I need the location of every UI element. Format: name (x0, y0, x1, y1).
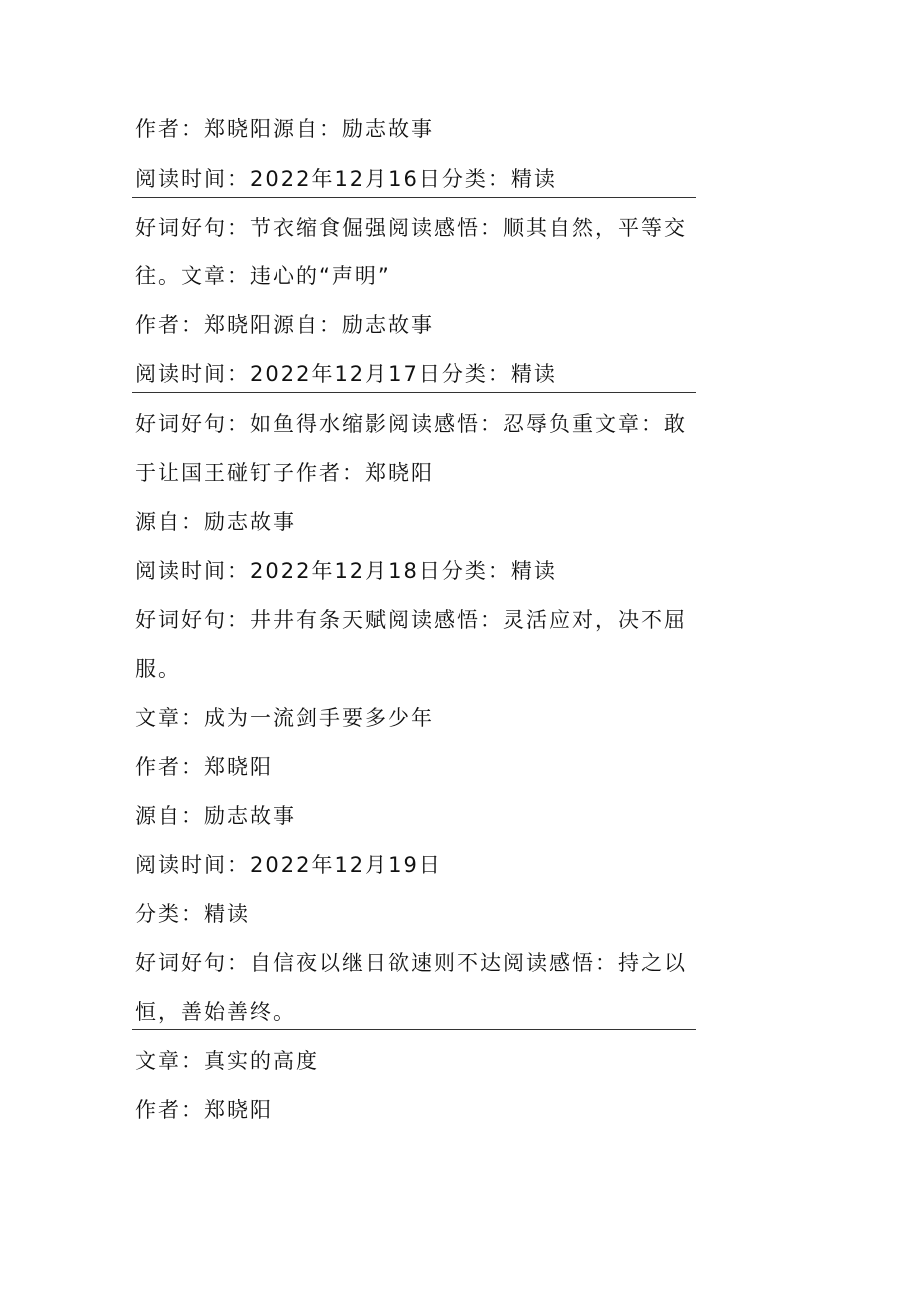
text-line: 恒，善始善终。 (135, 1000, 296, 1024)
text-line: 服。 (135, 657, 181, 681)
text-line: 作者：郑晓阳 (135, 1098, 273, 1122)
divider (132, 197, 696, 198)
text-line: 阅读时间：2022年12月17日分类：精读 (135, 362, 557, 386)
text-line: 于让国王碰钉子作者：郑晓阳 (135, 461, 434, 485)
text-line: 文章：真实的高度 (135, 1049, 319, 1073)
text-line: 好词好句：如鱼得水缩影阅读感悟：忍辱负重文章：敢 (135, 412, 687, 436)
text-line: 好词好句：井井有条天赋阅读感悟：灵活应对，决不屈 (135, 608, 687, 632)
text-line: 阅读时间：2022年12月18日分类：精读 (135, 559, 557, 583)
text-line: 好词好句：自信夜以继日欲速则不达阅读感悟：持之以 (135, 951, 687, 975)
text-line: 作者：郑晓阳源自：励志故事 (135, 117, 434, 141)
text-line: 源自：励志故事 (135, 510, 296, 534)
divider (132, 392, 696, 393)
text-line: 作者：郑晓阳源自：励志故事 (135, 313, 434, 337)
text-line: 阅读时间：2022年12月19日 (135, 853, 442, 877)
text-line: 作者：郑晓阳 (135, 755, 273, 779)
text-line: 源自：励志故事 (135, 804, 296, 828)
text-line: 文章：成为一流剑手要多少年 (135, 706, 434, 730)
text-line: 好词好句：节衣缩食倔强阅读感悟：顺其自然，平等交 (135, 216, 687, 240)
divider (132, 1029, 696, 1030)
text-line: 往。文章：违心的“声明” (135, 264, 391, 288)
text-line: 阅读时间：2022年12月16日分类：精读 (135, 167, 557, 191)
text-line: 分类：精读 (135, 902, 250, 926)
